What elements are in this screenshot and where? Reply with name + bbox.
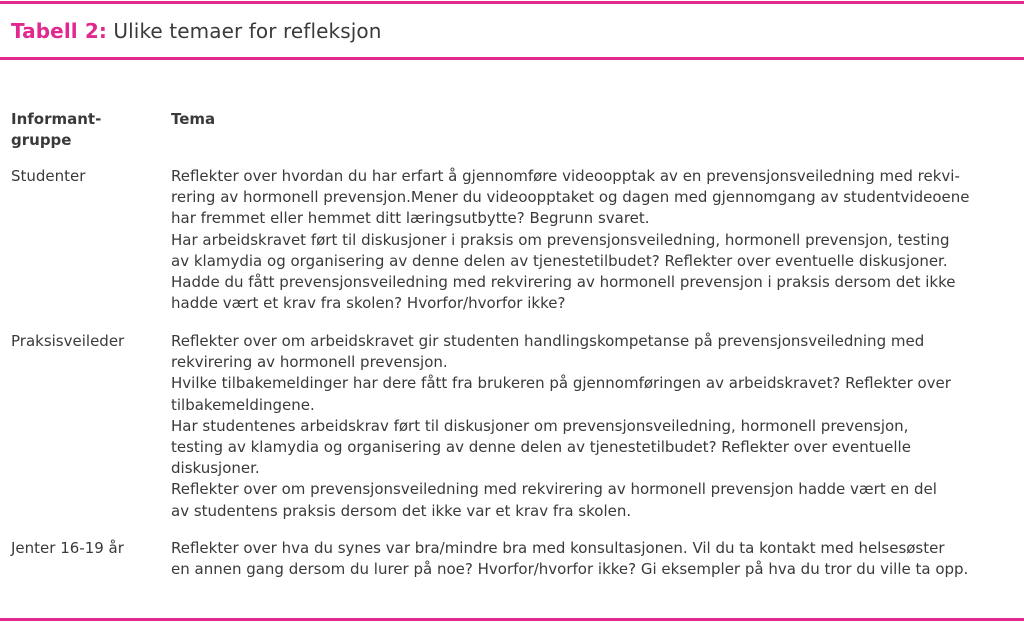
topic-line: Reflekter over hvordan du har erfart å gjennomføre videoopptak av en prevensjonsveiledning med rekvi- — [171, 167, 960, 185]
column-header-group-line2: gruppe — [11, 131, 72, 149]
row-topic-studenter — [171, 166, 1017, 314]
topic-line: har fremmet eller hemmet ditt læringsutbytte? Begrunn svaret. — [171, 209, 650, 228]
topic-line: rekvirering av hormonell prevensjon. — [171, 353, 448, 372]
topic-line: diskusjoner. — [171, 459, 260, 478]
topic-line: Reflekter over hva du synes var bra/mindre bra med konsultasjonen. Vil du ta kontakt med helsesøster — [171, 539, 945, 557]
topic-line: testing av klamydia og organisering av denne delen av tjenestetilbudet? Reflekter over eventuelle — [171, 438, 911, 457]
topic-line: av klamydia og organisering av denne delen av tjenestetilbudet? Reflekter over eventuelle diskusjoner. — [171, 251, 948, 270]
top-rule — [0, 1, 1024, 4]
topic-line: rering av hormonell prevensjon.Mener du videoopptaket og dagen med gjennomgang av studentvideoene — [171, 188, 970, 207]
row-group-studenter: Studenter — [11, 167, 86, 185]
caption-rule — [0, 57, 1024, 60]
topic-line: Hadde du fått prevensjonsveiledning med rekvirering av hormonell prevensjon i praksis dersom det ikke — [171, 273, 956, 292]
caption-title: Ulike temaer for refleksjon — [113, 19, 382, 43]
table-caption — [11, 16, 381, 46]
topic-line: Har arbeidskravet ført til diskusjoner i praksis om prevensjonsveiledning, hormonell prevensjon, testing — [171, 230, 950, 249]
bottom-rule — [0, 618, 1024, 621]
topic-line: av studentens praksis dersom det ikke var et krav fra skolen. — [171, 501, 632, 520]
column-header-topic: Tema — [171, 110, 216, 128]
row-topic-jenter — [171, 538, 1017, 580]
topic-line: Reflekter over om prevensjonsveiledning med rekvirering av hormonell prevensjon hadde vært en del — [171, 480, 937, 499]
topic-line: tilbakemeldingene. — [171, 395, 315, 414]
row-group-jenter: Jenter 16-19 år — [11, 539, 124, 557]
topic-line: Har studentenes arbeidskrav ført til diskusjoner om prevensjonsveiledning, hormonell prevensjon, — [171, 416, 909, 435]
caption-label: Tabell 2: — [11, 19, 107, 43]
column-header-group — [11, 109, 151, 151]
topic-line: Hvilke tilbakemeldinger har dere fått fra brukeren på gjennomføringen av arbeidskravet? Reflekter over — [171, 374, 951, 393]
column-header-group-line1: Informant- — [11, 110, 102, 128]
row-group-praksisveileder: Praksisveileder — [11, 332, 125, 350]
row-topic-praksisveileder — [171, 331, 1017, 522]
topic-line: Reflekter over om arbeidskravet gir studenten handlingskompetanse på prevensjonsveiledning med — [171, 332, 925, 350]
topic-line: en annen gang dersom du lurer på noe? Hvorfor/hvorfor ikke? Gi eksempler på hva du tror du ville ta opp. — [171, 560, 969, 579]
topic-line: hadde vært et krav fra skolen? Hvorfor/hvorfor ikke? — [171, 294, 566, 313]
